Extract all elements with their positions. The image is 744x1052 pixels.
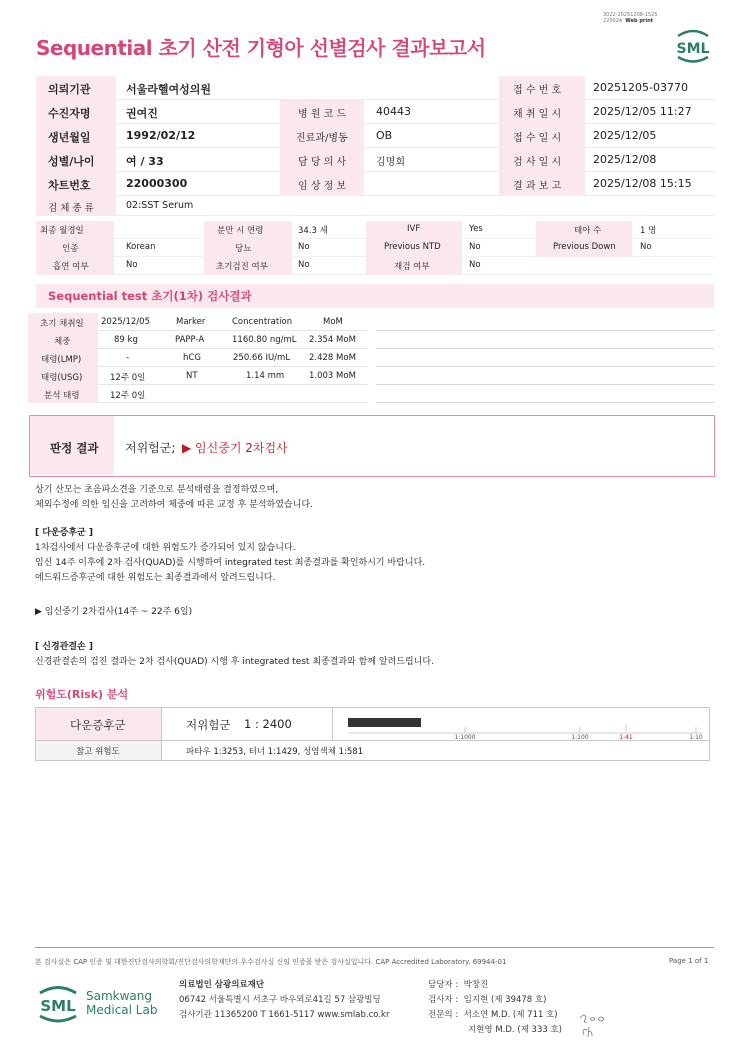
- info-row: 의뢰기관 서울라헬여성의원 접 수 번 호 20251205-03770: [36, 76, 714, 100]
- down-syndrome-notes: [ 다운증후군 ] 1차검사에서 다운증후군에 대한 위험도가 증가되어 있지 않습니다. 임신 14주 이후에 2차 검사(QUAD)를 시행하여 integrated test 최종결과를 확인하시기 바랍니다. 에드워드증후군에 대한 위험도는 최종결과에서 알려드립니다.: [35, 528, 426, 583]
- scale-label: 1:1000: [454, 734, 476, 741]
- company-name: Samkwang Medical Lab: [86, 989, 158, 1017]
- sml-logo: [672, 26, 714, 66]
- maternal-info-grid: [36, 221, 714, 275]
- scale-label-cutoff: 1:41: [619, 734, 633, 741]
- risk-scale-bar: [344, 715, 706, 741]
- verdict-result: 저위험군;: [125, 441, 176, 455]
- report-title: Sequential 초기 산전 기형아 선별검사 결과보고서: [36, 36, 486, 60]
- svg-text:SML: SML: [40, 997, 76, 1015]
- org-info: 의료법인 삼광의료재단 06742 서울특별시 서초구 바우뫼로41길 57 삼광빌딩 검사기관 11365200 T 1661-5117 www.smlab.co.kr: [179, 980, 390, 1020]
- info-row: 생년월일 1992/02/12 진료과/병동 OB 접 수 일 시 2025/12/05: [36, 124, 714, 148]
- svg-text:SML: SML: [676, 41, 710, 57]
- info-row: 성별/나이 여 / 33 담 당 의 사 김명희 검 사 일 시 2025/12/08: [36, 148, 714, 172]
- verdict-box: [29, 415, 715, 477]
- risk-table: [35, 707, 710, 761]
- table-row: 분석 태령 12주 0일: [28, 385, 368, 403]
- risk-bar: [348, 718, 421, 727]
- table-row: 태령(LMP) - hCG 250.66 IU/mL 2.428 MoM: [28, 349, 368, 367]
- footer-divider: [35, 947, 714, 948]
- risk-row: 다운증후군 저위험군 1 : 2400 1:1000 1:100 1:41 1:10: [36, 708, 709, 741]
- maternal-info-row: 인종 Korean 당뇨 No Previous NTD No Previous Down No: [36, 239, 714, 257]
- section-header: Sequential test 초기(1차) 검사결과: [36, 284, 714, 308]
- info-row: 수진자명 권여진 병 원 코 드 40443 채 취 일 시 2025/12/05 11:27: [36, 100, 714, 124]
- sml-logo-footer: [35, 982, 81, 1026]
- print-id: 3022-20251208-1525 220024 Web print: [603, 12, 658, 24]
- info-row: 차트번호 22000300 임 상 정 보 결 과 보 고 2025/12/08 15:15: [36, 172, 714, 196]
- verdict-label: 판정 결과: [50, 441, 99, 455]
- scale-label: 1:100: [571, 734, 589, 741]
- marker-results-table: [28, 313, 368, 403]
- cert-statement: 본 검사실은 CAP 인증 및 대한진단검사의학회/진단검사의학재단의 우수검사실 신임 인증을 받은 검사실입니다. CAP Accredited Laboratory. 69944-01: [35, 958, 507, 966]
- empty-results-grid: [376, 313, 714, 403]
- next-test-note: ▶ 임신중기 2차검사(14주 ~ 22주 6일): [35, 607, 193, 617]
- scale-label: 1:10: [689, 734, 703, 741]
- results-header-row: 초기 채취일 2025/12/05 Marker Concentration MoM: [28, 313, 368, 331]
- maternal-info-row: 흡연 여부 No 초기검진 여부 No 재검 여부 No: [36, 257, 714, 275]
- signature-image: [576, 1010, 610, 1040]
- verdict-next-step: ▶ 임신중기 2차검사: [182, 441, 288, 455]
- patient-info-table: [36, 76, 714, 216]
- risk-title: 위험도(Risk) 분석: [35, 688, 129, 701]
- table-row: 태령(USG) 12주 0일 NT 1.14 mm 1.003 MoM: [28, 367, 368, 385]
- note-paragraph: 상기 산모는 초음파소견을 기준으로 분석태령을 결정하였으며, 체외수정에 의한 임신을 고려하여 체중에 따른 교정 후 분석하였습니다.: [35, 485, 313, 510]
- table-row: 체중 89 kg PAPP-A 1160.80 ng/mL 2.354 MoM: [28, 331, 368, 349]
- page-number: Page 1 of 1: [669, 957, 709, 965]
- info-row: 검 체 종 류 02:SST Serum: [36, 196, 714, 216]
- neural-tube-notes: [ 신경관결손 ] 신경관결손의 검진 결과는 2차 검사(QUAD) 시행 후 integrated test 최종결과와 함께 알려드립니다.: [35, 642, 434, 667]
- staff-info: 담당자 : 박창진 검사자 : 임지현 (제 39478 호) 전문의 : 서소연 M.D. (제 711 호) 지현영 M.D. (제 333 호): [428, 980, 563, 1035]
- maternal-info-row: 최종 월경일 분만 시 연령 34.3 세 IVF Yes 태아 수 1 명: [36, 221, 714, 239]
- risk-row: 참고 위험도 파타우 1:3253, 터너 1:1429, 성염색체 1:581: [36, 741, 709, 760]
